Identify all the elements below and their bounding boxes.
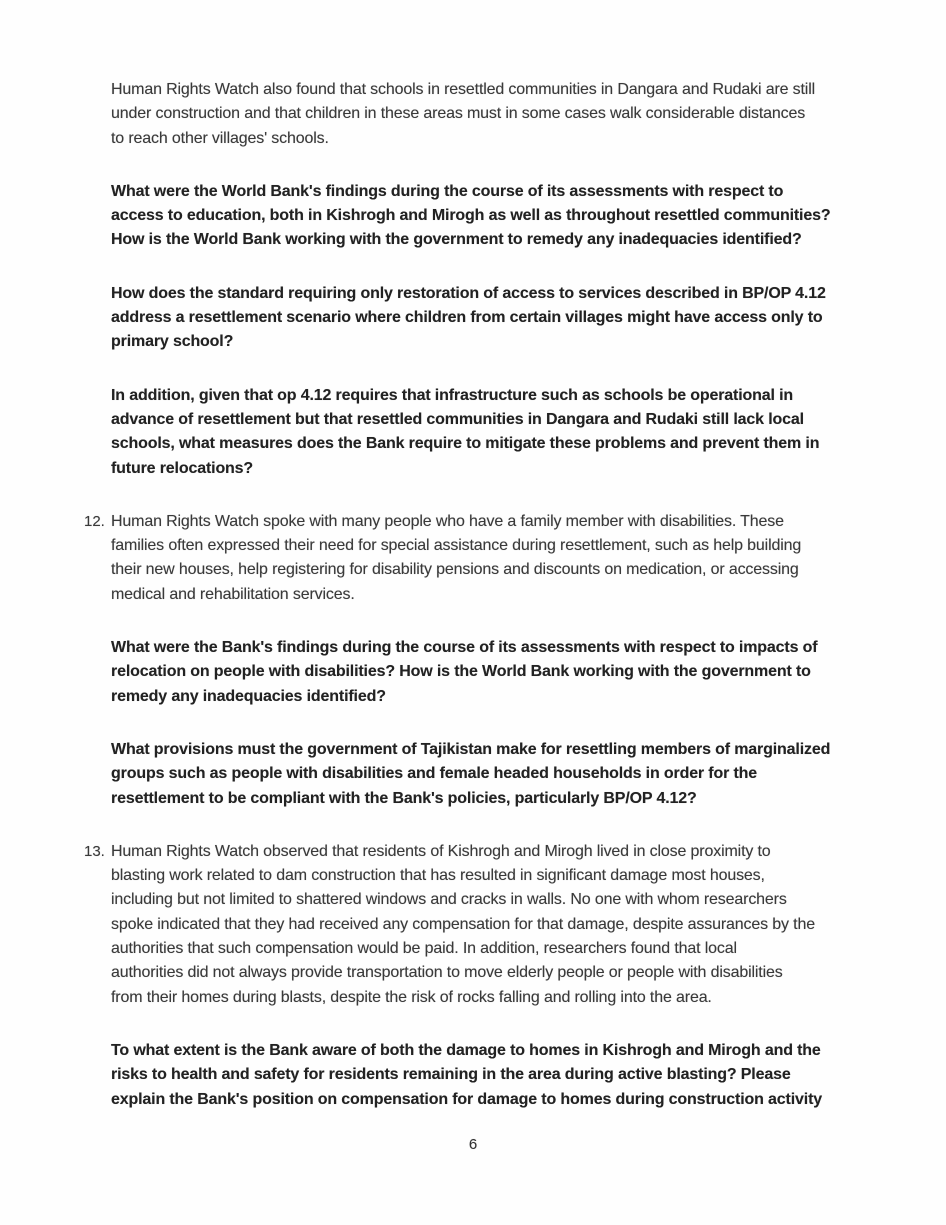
text-line: What were the World Bank's findings during the course of its assessments with respect to bbox=[111, 182, 784, 200]
numbered-item-12 bbox=[84, 510, 881, 607]
text-line: medical and rehabilitation services. bbox=[111, 585, 355, 603]
text-line: explain the Bank's position on compensation for damage to homes during construction activity bbox=[111, 1090, 822, 1108]
page-number: 6 bbox=[468, 1136, 478, 1153]
text-line: from their homes during blasts, despite the risk of rocks falling and rolling into the area. bbox=[111, 988, 712, 1006]
document-content bbox=[84, 78, 881, 1141]
text-line: What were the Bank's findings during the course of its assessments with respect to impacts of bbox=[111, 639, 818, 657]
question-paragraph bbox=[111, 1039, 881, 1112]
text-line: schools, what measures does the Bank require to mitigate these problems and prevent them in bbox=[111, 435, 820, 453]
page-footer bbox=[0, 1136, 946, 1154]
numbered-item-13 bbox=[84, 840, 881, 1010]
text-line: relocation on people with disabilities? How is the World Bank working with the government to bbox=[111, 663, 811, 681]
text-line: groups such as people with disabilities and female headed households in order for the bbox=[111, 765, 758, 783]
text-line: their new houses, help registering for disability pensions and discounts on medication, or accessing bbox=[111, 561, 799, 579]
item-number: 13. bbox=[84, 842, 105, 860]
text-line: to reach other villages' schools. bbox=[111, 129, 329, 147]
text-line: primary school? bbox=[111, 333, 234, 351]
question-paragraph bbox=[111, 636, 881, 709]
item-number: 12. bbox=[84, 512, 105, 530]
text-line: Human Rights Watch spoke with many people who have a family member with disabilities. These bbox=[111, 512, 784, 530]
text-line: advance of resettlement but that resettled communities in Dangara and Rudaki still lack local bbox=[111, 410, 804, 428]
text-line: Human Rights Watch also found that schools in resettled communities in Dangara and Rudaki are still bbox=[111, 81, 816, 98]
question-paragraph bbox=[111, 384, 881, 481]
text-line: How does the standard requiring only restoration of access to services described in BP/OP 4.12 bbox=[111, 284, 826, 302]
text-line: Human Rights Watch observed that residents of Kishrogh and Mirogh lived in close proximity to bbox=[111, 842, 771, 860]
text-line: What provisions must the government of Tajikistan make for resettling members of marginalized bbox=[111, 740, 831, 758]
text-line: How is the World Bank working with the government to remedy any inadequacies identified? bbox=[111, 231, 802, 249]
text-line: To what extent is the Bank aware of both the damage to homes in Kishrogh and Mirogh and the bbox=[111, 1041, 821, 1059]
text-line: access to education, both in Kishrogh and Mirogh as well as throughout resettled communities? bbox=[111, 207, 831, 225]
text-line: risks to health and safety for residents remaining in the area during active blasting? Please bbox=[111, 1066, 791, 1084]
question-paragraph bbox=[111, 180, 881, 253]
text-line: families often expressed their need for special assistance during resettlement, such as help building bbox=[111, 537, 802, 555]
text-line: authorities did not always provide transportation to move elderly people or people with disabilities bbox=[111, 964, 783, 982]
text-line: authorities that such compensation would be paid. In addition, researchers found that local bbox=[111, 940, 737, 958]
text-line: blasting work related to dam construction that has resulted in significant damage most houses, bbox=[111, 867, 765, 885]
text-line: under construction and that children in these areas must in some cases walk considerable distances bbox=[111, 105, 806, 123]
question-paragraph bbox=[111, 282, 881, 355]
text-line: remedy any inadequacies identified? bbox=[111, 687, 386, 705]
text-line: future relocations? bbox=[111, 459, 254, 477]
text-line: In addition, given that op 4.12 requires that infrastructure such as schools be operational in bbox=[111, 386, 794, 404]
text-line: address a resettlement scenario where children from certain villages might have access only to bbox=[111, 309, 823, 327]
text-line: resettlement to be compliant with the Bank's policies, particularly BP/OP 4.12? bbox=[111, 789, 697, 807]
text-line: including but not limited to shattered windows and cracks in walls. No one with whom researchers bbox=[111, 891, 787, 909]
body-paragraph bbox=[111, 78, 881, 151]
question-paragraph bbox=[111, 738, 881, 811]
text-line: spoke indicated that they had received any compensation for that damage, despite assurances by the bbox=[111, 915, 815, 933]
